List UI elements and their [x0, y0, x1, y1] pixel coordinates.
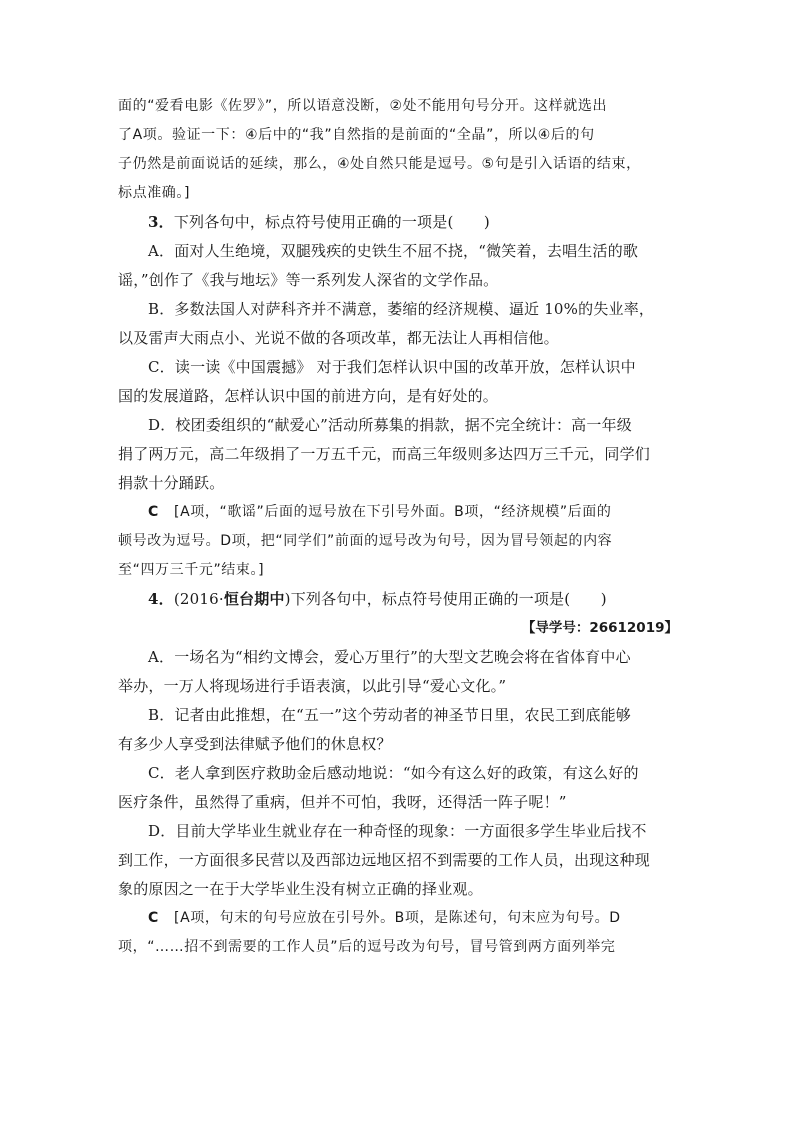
question-4-source: 恒台期中 — [223, 590, 285, 608]
prev-answer-line-4: 标点准确。] — [118, 185, 191, 201]
question-4-stem — [118, 585, 678, 614]
q3-answer-letter: C — [148, 504, 159, 520]
prev-answer-line-2: 了A项。验证一下：④后中的“我”自然指的是前面的“全晶”，所以④后的句 — [118, 127, 595, 143]
q3-option-a-line-1: A．面对人生绝境，双腿残疾的史铁生不屈不挠，“微笑着，去唱生活的歌 — [148, 242, 639, 260]
q3-answer-line-1 — [118, 498, 678, 527]
q4-option-c-line-2: 医疗条件，虽然得了重病，但并不可怕，我呀，还得活一阵子呢！” — [118, 793, 567, 811]
q4-answer-letter: C — [148, 910, 159, 926]
q4-option-b-line-2: 有多少人享受到法律赋予他们的休息权？ — [118, 735, 392, 753]
question-3-text: 下列各句中，标点符号使用正确的一项是( ) — [173, 213, 490, 231]
q4-option-b-line-1: B．记者由此推想，在“五一”这个劳动者的神圣节日里，农民工到底能够 — [148, 706, 631, 724]
document-page — [118, 92, 678, 962]
prev-answer-line-1: 面的“爱看电影《佐罗》”，所以语意没断，②处不能用句号分开。这样就选出 — [118, 98, 608, 114]
q3-option-c-line-1: C．读一读《中国震撼》 对于我们怎样认识中国的改革开放，怎样认识中 — [148, 358, 636, 376]
q4-answer-line-1 — [118, 904, 678, 933]
q4-option-c-line-1: C．老人拿到医疗救助金后感动地说：“如今有这么好的政策，有这么好的 — [148, 764, 639, 782]
question-4-text: )下列各句中，标点符号使用正确的一项是( ) — [284, 590, 607, 608]
question-4-source-pre: (2016· — [173, 590, 224, 608]
q4-option-d-line-1: D．目前大学毕业生就业存在一种奇怪的现象：一方面很多学生毕业后找不 — [148, 822, 647, 840]
q3-answer-line-3: 至“四万三千元”结束。] — [118, 562, 265, 578]
q4-option-d-line-3: 象的原因之一在于大学毕业生没有树立正确的择业观。 — [118, 880, 483, 898]
question-3-number: 3． — [148, 213, 174, 231]
q4-option-a-line-2: 举办，一万人将现场进行手语表演，以此引导“爱心文化。” — [118, 677, 507, 695]
q3-answer-line-2: 顿号改为逗号。D项，把“同学们”前面的逗号改为句号，因为冒号领起的内容 — [118, 533, 613, 549]
q4-answer-text: [A项，句末的句号应放在引号外。B项，是陈述句，句末应为句号。D — [174, 910, 621, 926]
q3-option-d-line-2: 捐了两万元，高二年级捐了一万五千元，而高三年级则多达四万三千元，同学们 — [118, 445, 651, 463]
q3-option-d-line-3: 捐款十分踊跃。 — [118, 474, 225, 492]
q3-option-d-line-1: D．校团委组织的“献爱心”活动所募集的捐款，据不完全统计：高一年级 — [148, 416, 632, 434]
q3-option-b-line-1: B．多数法国人对萨科齐并不满意，萎缩的经济规模、逼近 10%的失业率， — [148, 300, 655, 318]
q4-option-a-line-1: A．一场名为“相约文博会，爱心万里行”的大型文艺晚会将在省体育中心 — [148, 648, 631, 666]
q4-answer-line-2: 项，“……招不到需要的工作人员”后的逗号改为句号，冒号管到两方面列举完 — [118, 939, 616, 955]
q3-option-c-line-2: 国的发展道路，怎样认识中国的前进方向，是有好处的。 — [118, 387, 499, 405]
q3-option-b-line-2: 以及雷声大雨点小、光说不做的各项改革，都无法让人再相信他。 — [118, 329, 559, 347]
question-4-number: 4． — [148, 590, 174, 608]
q3-option-a-line-2: 谣，”创作了《我与地坛》等一系列发人深省的文学作品。 — [118, 271, 499, 289]
q3-answer-text: [A项，“歌谣”后面的逗号放在下引号外面。B项，“经济规模”后面的 — [174, 504, 612, 520]
guide-number-ref: 【导学号：26612019】 — [521, 620, 678, 636]
prev-answer-line-3: 子仍然是前面说话的延续，那么，④处自然只能是逗号。⑤句是引入话语的结束， — [118, 156, 641, 172]
q4-option-d-line-2: 到工作，一方面很多民营以及西部边远地区招不到需要的工作人员，出现这种现 — [118, 851, 651, 869]
question-3-stem — [118, 208, 678, 237]
